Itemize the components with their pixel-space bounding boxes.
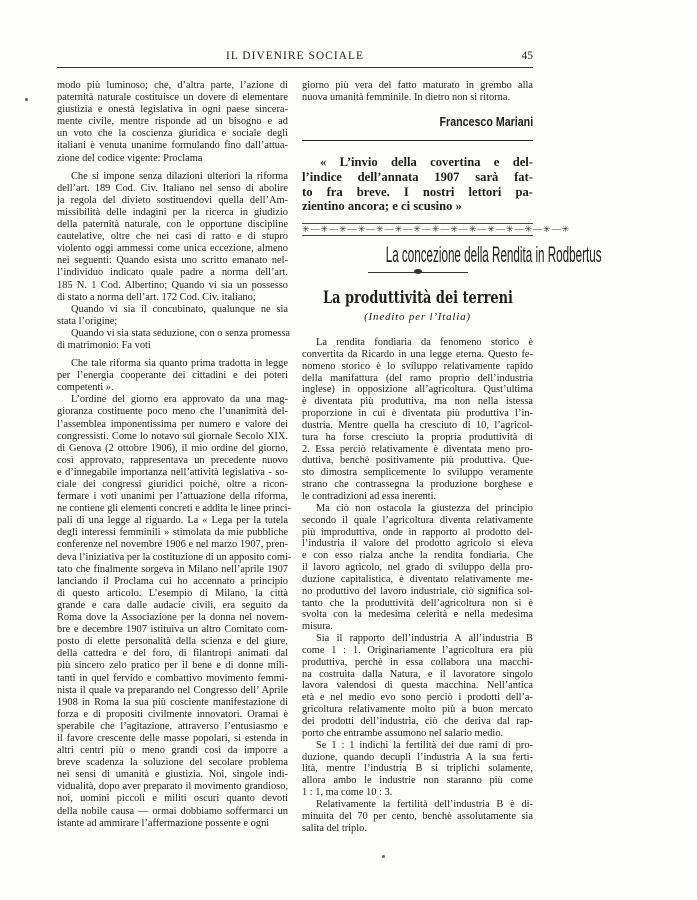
text-line: Che si impone senza dilazioni ulteriori la riforma <box>71 170 288 182</box>
text-line: tura ha forse cresciuto la propria produttività di <box>302 431 533 443</box>
text-line: zione del codice vigente: Proclama <box>57 152 203 164</box>
text-line: Quando vi sia il concubinato, qualunque ne sia <box>71 303 288 315</box>
text-line: sto dimostra semplicemente lo sviluppo veramente <box>302 467 533 479</box>
text-line: lità, mentre l’industria B si triplichi solamente, <box>302 763 533 775</box>
text-line: noi, uomini piccoli e militi oscuri quanto devoti <box>57 793 288 805</box>
text-line: più improduttiva, onde in rapporto al prodotto del- <box>302 526 533 538</box>
text-line: più sincero zelo pratico per il bene e di donne mili- <box>57 660 288 672</box>
paragraph <box>57 304 288 328</box>
text-line: na costruita dalla Natura, e il lavoratore singolo <box>302 668 533 680</box>
text-line: proporzione in cui è diventata più produttiva l’in- <box>302 408 533 420</box>
text-line: stata l’origine; <box>57 315 118 327</box>
text-line: misura. <box>302 621 333 633</box>
text-line: età e nel medio evo sono perciò i prodotti dell’a- <box>302 692 533 704</box>
title-ornament <box>368 271 468 274</box>
page-header <box>57 50 533 66</box>
paragraph <box>57 394 292 829</box>
text-line: duzione, quando decupli l’industria A la sua ferti- <box>302 751 533 763</box>
text-line: Roma dove la Associazione per la donna nel novem- <box>57 612 288 624</box>
text-line: forza e di propositi civilmente innovatori. Oramai è <box>57 708 288 720</box>
text-line: un voto che la coscienza giuridica e sociale degli <box>57 128 288 140</box>
paragraph <box>302 799 533 835</box>
text-line: svolta con la medesima celerità e nella medesima <box>302 609 533 621</box>
text-line: della cattedra e del foro, di filantropi animati dal <box>57 648 288 660</box>
text-line: italiani è venuta unanime formulando fino dall’attua- <box>57 140 288 152</box>
paragraph <box>57 327 291 352</box>
text-line: dustria. Mentre quella ha cresciuto di 10, l’agricol- <box>302 419 533 431</box>
text-line: nei sensi di umanità e giustizia. Noi, singole indi- <box>57 769 288 781</box>
text-line: gricoltura relativamente molto più a buon mercato <box>302 704 533 716</box>
text-line: fermare i voti unanimi per l’attuazione della riforma, <box>57 491 288 503</box>
text-line: to fra breve. I nostri lettori pa- <box>302 184 533 199</box>
text-line: di matrimonio: Fa voti <box>57 339 151 351</box>
author-name: Francesco Mariani <box>439 114 533 129</box>
text-line: convertita da Ricardo in una legge eterna. Questo fe- <box>302 348 533 360</box>
text-line: deva l’iniziativa per la costituzione di un apposito comi- <box>57 551 292 563</box>
text-line: grande e cara dalle audacie civili, era seguito da <box>57 599 288 611</box>
text-line: mente civile, mentre risponde ad un bisogno e ad <box>57 116 288 128</box>
article-title-text: La concezione della Rendita in Rodbertus <box>385 242 602 267</box>
text-line: congressisti. Come lo notavo sul giornale Secolo XIX. <box>57 430 288 442</box>
text-line: ciale dei congressi giuridici poichè, oltre a ricon- <box>57 479 288 490</box>
text-line: porto che entrambe assumono nel salario medio. <box>302 727 504 739</box>
text-line: 2. Essa perciò relativamente è diventata meno pro- <box>302 443 533 455</box>
text-line: paternità naturale costituisce un dovere di elementare <box>57 92 288 104</box>
article-note: (Inedito per l’Italia) <box>364 311 471 323</box>
text-line: « L’invio della covertina e del- <box>320 155 533 169</box>
paragraph <box>302 337 533 503</box>
text-line: Sia il rapporto dell’industria A all’industria B <box>316 633 533 645</box>
text-line: giustizia e onestà legislativa in ogni paese sincera- <box>57 104 288 116</box>
paragraph <box>302 80 533 104</box>
right-column <box>302 337 533 834</box>
text-line: dei prodotti dell’industria, ciò che deriva dal rap- <box>302 716 533 727</box>
scan-speck <box>25 98 28 101</box>
text-line: l’assemblea imponentissima per numero e valore dei <box>57 418 288 430</box>
text-line: le contradizioni ad essa inerenti. <box>302 490 437 502</box>
text-line: lavora valendosi di questa macchina. Nell’antica <box>302 680 533 692</box>
text-line: sperabile che l’agitazione, attraverso l’entusiasmo e <box>57 720 288 732</box>
text-line: nomeno storico è lo sviluppo relativamente rapido <box>302 360 533 372</box>
text-line: e con esso rialza anche la rendita fondiaria. Che <box>302 550 533 562</box>
text-line: modo più luminoso; che, d’altra parte, l’azione di <box>57 80 288 91</box>
text-line: secondo il quale l’agricoltura diventa relativamente <box>302 514 533 526</box>
text-line: salita del triplo. <box>302 822 367 834</box>
text-line: altri centri più o meno grandi così da imporre a <box>57 745 288 757</box>
text-line: La rendita fondiaria da fenomeno storico è <box>316 337 533 348</box>
text-line: nuova umanità femminile. In dietro non si ritorna. <box>302 92 511 104</box>
text-line: Che tale riforma sia quanto prima tradotta in legge <box>71 358 288 370</box>
text-line: conferenze nel novembre 1906 e nel marzo 1907, pren- <box>57 539 288 551</box>
article-subtitle <box>290 288 545 308</box>
text-line: l’industria il valore del prodotto agricolo si eleva <box>302 538 533 550</box>
article-subtitle-text: La produttività dei terreni <box>322 288 513 308</box>
text-line: breve scadenza la soluzione del secolare problema <box>57 757 288 769</box>
text-line: istante ad ammirare l’affermazione possente e ogni <box>57 817 270 829</box>
text-line: il lavoro agricolo, nel grado di sviluppo della pro- <box>302 562 533 574</box>
paragraph <box>57 358 288 394</box>
text-line: tato che finalmente sorgeva in Milano nell’aprile 1907 <box>57 563 288 575</box>
paragraph <box>57 171 288 304</box>
section-rule <box>302 140 533 141</box>
text-line: posto di elette personalità della scienza e del giure, <box>57 636 288 648</box>
text-line: e d’innegabile importanza nell’attività legislativa - so- <box>57 466 288 478</box>
text-line: nista il quale va preparando nel Congresso dell’ Aprile <box>57 684 288 696</box>
text-line: Se 1 : 1 indichi la fertilità dei due rami di pro- <box>316 739 533 751</box>
text-line: per l’energia cooperante dei cittadini e dei poteri <box>57 370 288 382</box>
paragraph <box>302 740 533 799</box>
text-line: come 1 : 1. Originariamente l’agricoltura era più <box>302 644 533 656</box>
text-line: Quando vi sia stata seduzione, con o senza promessa <box>71 327 291 339</box>
text-line: degli interessi femminili » stimolata da mie pubbliche <box>57 527 288 539</box>
text-line: l’individuo indicato quale padre a norma dell’art. <box>57 267 288 279</box>
journal-title: IL DIVENIRE SOCIALE <box>225 50 365 62</box>
text-line: ne contiene gli elementi concreti e addita le linee princi- <box>57 503 291 515</box>
article-continuation <box>302 80 533 104</box>
text-line: nei seguenti: Quando esista uno scritto emanato nel- <box>57 255 288 267</box>
text-line: lanciando il Proclama cui ho accennato a principio <box>57 575 288 587</box>
text-line: allora ambo le industrie non staranno più come <box>302 775 533 787</box>
text-line: tanto che la produttività dell’agricoltura non si è <box>302 597 533 609</box>
text-line: giorno più vera del fatto maturato in grembo alla <box>302 80 533 91</box>
text-line: della nobile causa — ormai dobbiamo soffermarci un <box>57 805 288 817</box>
paragraph <box>302 503 533 633</box>
author-signature <box>302 114 533 129</box>
paragraph <box>57 80 288 165</box>
text-line: violento oggi ammessi come unica eccezione, almeno <box>57 243 288 255</box>
text-line: minuita del 70 per cento, benchè assolutamente sia <box>302 810 533 822</box>
scan-speck <box>382 855 385 858</box>
header-rule <box>57 67 533 68</box>
text-line: della paternità naturale, con le opportune discipline <box>57 219 288 231</box>
text-line: bre e decembre 1907 istituiva un altro Comitato com- <box>57 624 288 636</box>
text-line: strano che contrassegna la produzione borghese e <box>302 479 533 491</box>
text-line: 185 N. 1 Cod. Albertino; Quando vi sia un possesso <box>57 279 288 291</box>
ornamental-border: ✳—✳—✳—✳—✳—✳—✳—✳—✳—✳—✳—✳—✳—✳—✳ <box>302 224 571 234</box>
text-line: ja regola del divieto sostituendovi quella dell’Am- <box>57 194 288 206</box>
text-line: pali di una legge al riguardo. La « Lega per la tutela <box>57 515 288 527</box>
text-line: così approvato, rappresentava un precedente nuovo <box>57 454 288 466</box>
paragraph <box>302 633 533 740</box>
text-line: inglese) in opposizione all’agricoltura. Qust’ultima <box>302 384 533 396</box>
text-line: di stato a norma dell’art. 172 Cod. Civ. italiano; <box>57 291 256 303</box>
text-line: duzione capitalistica, è diventato relativamente me- <box>302 573 533 585</box>
text-line: Ma ciò non ostacola la giustezza del principio <box>316 502 533 514</box>
text-line: della manifattura (del ramo proprio dell’industria <box>302 372 533 384</box>
text-line: l’indice dell’annata 1907 sarà fat- <box>302 169 533 184</box>
text-line: 1908 in Roma la sua più cosciente manifestazione di <box>57 696 288 708</box>
page-number: 45 <box>521 50 533 62</box>
text-line: missibilità delle indagini per la ricerca in giudizio <box>57 206 288 218</box>
text-line: cautelative, oltre che nei casi di ratto e di stupro <box>57 231 288 243</box>
text-line: tanti in quel fervido e combattivo movimento femmi- <box>57 672 288 684</box>
text-line: il favore crescente delle masse popolari, si estenda in <box>57 732 288 744</box>
text-line: competenti ». <box>57 382 114 394</box>
text-line: vidualità, dopo aver preparato il movimento grandioso, <box>57 781 288 793</box>
text-line: produttiva, perchè in essa collabora una macchi- <box>302 656 533 668</box>
text-line: no produttivo del lavoro industriale, ciò significa sol- <box>302 585 533 597</box>
text-line: di Genova (2 ottobre 1906), il mio ordine del giorno, <box>57 442 288 454</box>
article-title <box>290 242 602 268</box>
text-line: duttiva, benchè positivamente più produttiva. Que- <box>302 455 533 467</box>
left-column <box>57 80 292 830</box>
text-line: gioranza costituente poco meno che l’unanimità del- <box>57 406 288 418</box>
text-line: 1 : 1, ma come 10 : 3. <box>302 787 393 799</box>
text-line: è diventata più produttiva, ma non nella istessa <box>302 396 533 408</box>
text-line: L’ordine del giorno era approvato da una mag- <box>71 394 288 406</box>
text-line: zientino ancora; e ci scusino » <box>302 199 462 214</box>
editorial-notice <box>302 155 533 214</box>
text-line: dell’art. 189 Cod. Civ. Italiano nel senso di abolire <box>57 182 288 194</box>
text-line: di questo articolo. L’esempio di Milano, la città <box>57 587 288 599</box>
text-line: Relativamente la fertilità dell’industria B è di- <box>316 798 533 810</box>
